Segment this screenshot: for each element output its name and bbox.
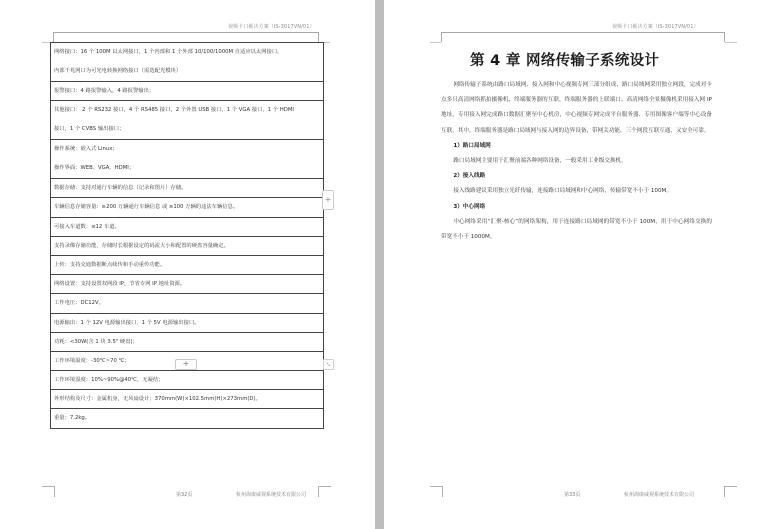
table-resize-handle[interactable]: ⤡ bbox=[323, 359, 334, 370]
table-row[interactable] bbox=[51, 179, 323, 198]
table-row[interactable] bbox=[51, 82, 323, 101]
footer-company: 杭州海康威视系统技术有限公司 bbox=[624, 492, 695, 498]
section-paragraph: 接入线路建议采用独立光纤传输，连接路口局域网和中心网络，传输带宽不小于 100M。 bbox=[453, 188, 672, 195]
header-rule bbox=[441, 32, 725, 33]
cell-text: 内部千兆网口为可光电转换网络接口（需选配光模块） bbox=[54, 68, 182, 74]
table-row[interactable] bbox=[51, 198, 323, 217]
table-row[interactable] bbox=[51, 140, 323, 179]
footer-corner-mark-left bbox=[42, 486, 55, 497]
cell-text: 电源输出：1 个 12V 电源输出接口，1 个 5V 电源输出接口。 bbox=[54, 319, 200, 326]
cell-text: 工作环境温度：-30℃~70 ℃； bbox=[54, 357, 130, 364]
cell-text: 操作界面：WEB、VGA、HDMI； bbox=[54, 165, 135, 172]
header-rule bbox=[53, 32, 319, 33]
footer-corner-mark-left bbox=[430, 486, 443, 497]
table-row[interactable] bbox=[51, 275, 323, 294]
table-row[interactable] bbox=[51, 218, 323, 237]
cell-text: 外形结构及尺寸：金属机身，无风扇设计；370mm(W)×102.5mm(H)×273mm(D)。 bbox=[54, 396, 261, 403]
running-header: 视频卡口解决方案（IS-3017VN/01） bbox=[612, 24, 699, 30]
page-number: 第32页 bbox=[176, 492, 193, 498]
header-rule-tick-left bbox=[441, 32, 442, 42]
table-row[interactable] bbox=[51, 237, 323, 256]
table-row[interactable] bbox=[51, 390, 323, 409]
section-paragraph: 中心网络采用“汇聚-核心”的网络架构，用于连接路口局域网的带宽不小于 100M，用于中心网络交换的带宽不小于 1000M。 bbox=[441, 218, 712, 241]
cell-text: 支持录像存储功能，存储时长根据设定的码流大小和配置的硬盘容量确定。 bbox=[54, 242, 229, 249]
cell-text: 工作环境湿度：10%~90%@40℃，无凝结； bbox=[54, 377, 164, 384]
header-rule-tick-right bbox=[318, 32, 319, 42]
intro-paragraph: 网络传输子系统由路口局域网、接入网和中心视频专网三部分组成，路口局域网采用独立网段，完成对卡点多只高清网络抓拍摄像机、终端服务器的互联，终端服务器的上联端口、高清网络全景摄像机采用接入网 IP 地址，专用接入网完成路口数据汇聚至中心机房，中心视频专网完成平台服务器、专用图像客户端等中心设备互联。其中，终端服务器是路口局域网与接入网的边界设备，带网关功能，三个网段互联互通，又安全可靠。 bbox=[441, 82, 712, 134]
cell-text: 接口，1 个 CVBS 输出接口； bbox=[54, 126, 125, 133]
table-row[interactable] bbox=[51, 294, 323, 313]
footer-corner-mark-right bbox=[724, 486, 737, 497]
header-rule-tick-right bbox=[724, 32, 725, 42]
table-row[interactable] bbox=[51, 409, 323, 427]
footer-corner-mark-right bbox=[318, 486, 331, 497]
chapter-body bbox=[441, 78, 712, 245]
cell-text: 可接入车道数：≤12 车道。 bbox=[54, 223, 120, 230]
header-rule-tick-left bbox=[53, 32, 54, 42]
cell-text: 重量：7.2kg。 bbox=[54, 415, 91, 422]
cell-text: 数据存储：支持对通行车辆的信息（记录和图片）存储。 bbox=[54, 185, 187, 192]
cell-text: 网络接口：16 个 100M 以太网接口，1 个内部和 1 个外部 10/100/1000M 自适应以太网接口， bbox=[54, 49, 283, 55]
add-column-button[interactable]: + bbox=[322, 190, 334, 210]
chapter-title: 第 4 章 网络传输子系统设计 bbox=[470, 53, 660, 69]
cell-text: 其他接口： 2 个 RS232 接口，4 个 RS485 接口，2 个外置 USB 接口，1 个 VGA 接口，1 个 HDMI bbox=[54, 107, 294, 114]
table-row[interactable] bbox=[51, 101, 323, 140]
page-gutter bbox=[375, 0, 384, 529]
section-heading: 2）接入线路 bbox=[453, 173, 486, 180]
section-paragraph: 路口局域网主要用于汇聚前端各种网络设备，一般采用工业级交换机。 bbox=[453, 158, 627, 165]
table-row[interactable] bbox=[51, 43, 323, 82]
section-heading: 3）中心网络 bbox=[453, 203, 486, 210]
running-header: 视频卡口解决方案（IS-3017VN/01） bbox=[228, 24, 315, 30]
cell-text: 功耗：<30W(含 1 块 3.5" 硬盘)； bbox=[54, 338, 138, 345]
cell-text: 上传：支持交通数据断点续传和手动重传功能。 bbox=[54, 261, 166, 268]
add-row-button[interactable]: + bbox=[175, 359, 197, 370]
margin-guide-right bbox=[725, 42, 737, 43]
cell-text: 网络设置：支持设置双网段 IP，节省专网 IP 地址资源。 bbox=[54, 281, 186, 288]
footer-company: 杭州海康威视系统技术有限公司 bbox=[236, 492, 307, 498]
page-number: 第33页 bbox=[564, 492, 581, 498]
table-row[interactable] bbox=[51, 256, 323, 275]
table-row[interactable] bbox=[51, 333, 323, 352]
table-row[interactable] bbox=[51, 371, 323, 390]
cell-text: 工作电压：DC12V。 bbox=[54, 300, 104, 307]
cell-text: 车辆信息存储容量：≥200 万辆通行车辆信息 或 ≥100 万辆的违法车辆信息。 bbox=[54, 204, 239, 211]
page-32 bbox=[0, 0, 375, 529]
section-heading: 1）路口局域网 bbox=[453, 142, 491, 149]
cell-text: 操作系统：嵌入式 Linux； bbox=[54, 146, 118, 153]
margin-guide-left bbox=[430, 42, 441, 43]
table-row[interactable] bbox=[51, 314, 323, 333]
spec-table[interactable] bbox=[50, 42, 324, 429]
cell-text: 报警接口：4 路报警输入，4 路报警输出； bbox=[54, 88, 155, 94]
